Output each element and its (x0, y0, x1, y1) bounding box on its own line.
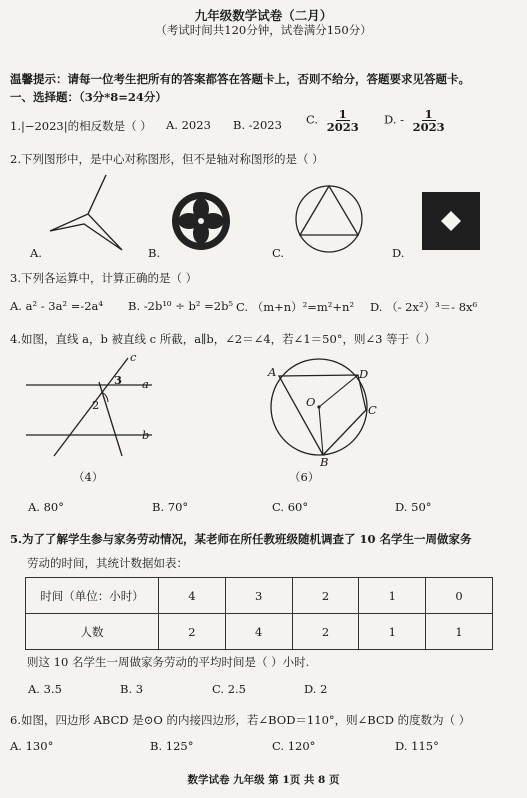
q2-figure-c-circle-triangle (293, 183, 365, 255)
q3-stem: 3.下列各运算中，计算正确的是（ ） (10, 271, 198, 285)
q4-option-d: D. 50° (395, 500, 432, 514)
table-cell: 0 (426, 578, 493, 614)
table-cell: 1 (426, 614, 493, 650)
q5-stem-cont: 劳动的时间，其统计数据如表： (27, 556, 188, 570)
q1-d-denominator: 2023 (412, 120, 445, 135)
q5-option-b: B. 3 (120, 682, 144, 696)
q2-option-b: B. (148, 246, 161, 260)
q1-option-c (306, 108, 364, 133)
q2-stem: 2.下列图形中，是中心对称图形，但不是轴对称图形的是（ ） (10, 152, 324, 166)
q5-option-a: A. 3.5 (28, 682, 62, 696)
q6-label-C: C (368, 403, 377, 417)
q4-option-a: A. 80° (28, 500, 64, 514)
table-row-label: 时间（单位：小时） (26, 578, 159, 614)
q1-option-a: A. 2023 (166, 118, 211, 132)
q1-c-denominator: 2023 (326, 120, 359, 135)
q1-option-b: B. -2023 (233, 118, 282, 132)
q1-option-c-fraction (324, 108, 362, 133)
table-cell: 1 (359, 578, 426, 614)
q5-question: 则这 10 名学生一周做家务劳动的平均时间是（ ）小时. (27, 655, 310, 669)
q6-option-c: C. 120° (272, 739, 316, 753)
q4-label-b: b (142, 428, 150, 442)
q2-option-d: D. (392, 246, 405, 260)
q2-figure-a-shape (44, 172, 130, 256)
q1-c-numerator: 1 (336, 108, 350, 121)
q2-option-a: A. (30, 246, 42, 260)
q5-option-c: C. 2.5 (212, 682, 246, 696)
table-cell: 1 (359, 614, 426, 650)
q3-option-c: C. （m+n）²=m²+n² (236, 300, 355, 314)
table-cell: 2 (159, 614, 226, 650)
table-row (26, 578, 493, 614)
q2-figure-d-square (422, 192, 480, 250)
q6-figure-caption: （6） (289, 470, 320, 484)
q1-option-c-prefix: C. (306, 112, 319, 127)
table-cell: 2 (292, 614, 359, 650)
q1-option-d (384, 108, 450, 133)
q3-option-a: A. a² - 3a² =-2a⁴ (10, 299, 104, 313)
q5-option-d: D. 2 (304, 682, 328, 696)
q3-option-d: D. （- 2x²）³＝- 8x⁶ (370, 300, 478, 314)
q4-option-c: C. 60° (272, 500, 309, 514)
q6-option-b: B. 125° (150, 739, 194, 753)
q6-label-A: A (268, 365, 277, 379)
q6-stem: 6.如图，四边形 ABCD 是⊙O 的内接四边形，若∠BOD＝110°，则∠BCD 的度数为（ ） (10, 713, 471, 727)
table-row (26, 614, 493, 650)
page-footer: 数学试卷 九年级 第 1页 共 8 页 (187, 774, 340, 786)
q1-option-d-fraction (410, 108, 448, 133)
notice: 温馨提示：请每一位考生把所有的答案都答在答题卡上，否则不给分，答题要求见答题卡。 (10, 72, 470, 86)
q5-data-table (25, 577, 493, 650)
q5-stem: 5.为了了解学生参与家务劳动情况，某老师在所任教班级随机调查了 10 名学生一周做家务 (10, 532, 472, 546)
q4-label-c: c (130, 350, 137, 364)
exam-subtitle: （考试时间共120分钟，试卷满分150分） (155, 23, 372, 37)
table-cell: 3 (225, 578, 292, 614)
q3-option-b: B. -2b¹⁰ ÷ b² =2b⁵ (128, 299, 234, 313)
table-cell: 4 (159, 578, 226, 614)
q4-stem: 4.如图，直线 a，b 被直线 c 所截，a∥b，∠2＝∠4，若∠1＝50°，则∠3 等于（ ） (10, 332, 436, 346)
q4-option-b: B. 70° (152, 500, 189, 514)
q1-stem: 1.|−2023|的相反数是（ ） (10, 119, 152, 133)
q4-label-a: a (142, 377, 149, 391)
q2-figure-b-flower (170, 190, 232, 252)
section-heading: 一、选择题：（3分*8=24分） (10, 90, 167, 104)
q6-label-O: O (306, 395, 316, 409)
q1-d-numerator: 1 (422, 108, 436, 121)
exam-title: 九年级数学试卷（二月） (194, 8, 333, 23)
table-cell: 2 (292, 578, 359, 614)
q6-option-d: D. 115° (395, 739, 439, 753)
q4-figure-caption: （4） (73, 470, 104, 484)
q4-angle-2: 2 (92, 398, 100, 412)
table-row-label: 人数 (26, 614, 159, 650)
q6-label-D: D (359, 367, 369, 381)
q2-option-c: C. (272, 246, 285, 260)
q1-option-d-prefix: D. - (384, 112, 405, 127)
q6-label-B: B (320, 455, 329, 469)
q6-option-a: A. 130° (10, 739, 54, 753)
table-cell: 4 (225, 614, 292, 650)
q4-angle-3: 3 (114, 373, 123, 387)
